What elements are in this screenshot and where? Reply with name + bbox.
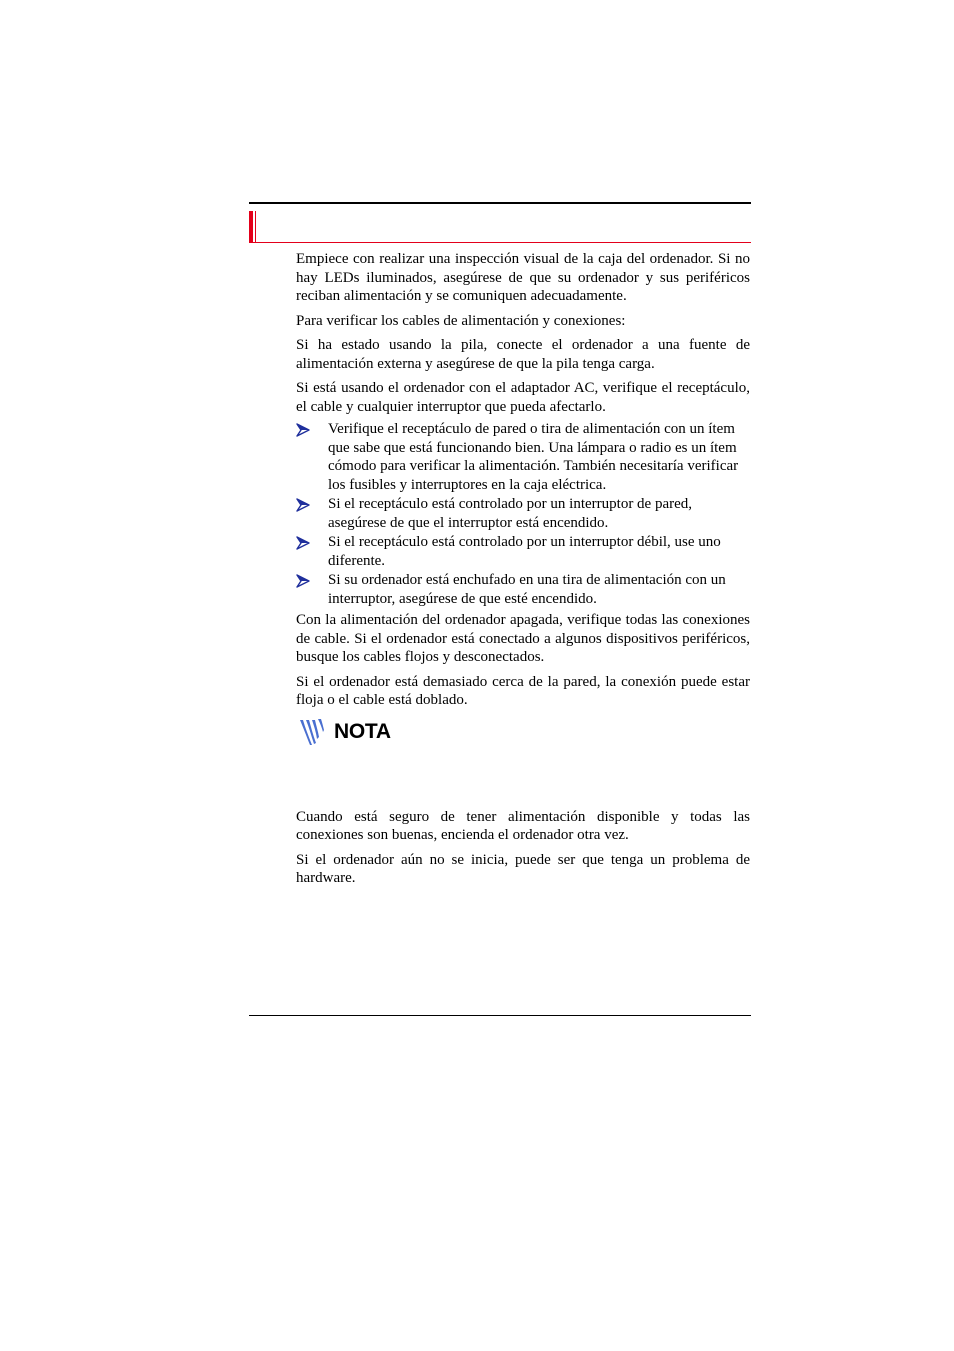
page-content — [296, 250, 750, 894]
note-callout — [296, 716, 750, 808]
list-item-text: Verifique el receptáculo de pared o tira de alimentación con un ítem que sabe que está funcionando bien. Una lámpara o radio es un ítem cómodo para verificar la alimentación. También necesitaría verificar los fusibles y interruptores en la caja eléctrica. — [328, 421, 739, 493]
list-item-text: Si el receptáculo está controlado por un interruptor de pared, asegúrese de que el interruptor está encendido. — [328, 496, 693, 531]
paragraph-ac-adapter: Si está usando el ordenador con el adaptador AC, verifique el receptáculo, el cable y cualquier interruptor que pueda afectarlo. — [296, 380, 750, 415]
paragraph-verify-intro: Para verificar los cables de alimentación y conexiones: — [296, 312, 626, 329]
paragraph-battery: Si ha estado usando la pila, conecte el ordenador a una fuente de alimentación externa y asegúrese de que la pila tenga carga. — [296, 337, 750, 372]
list-item — [296, 571, 750, 608]
bottom-rule — [249, 1015, 751, 1016]
arrow-bullet-icon — [296, 574, 310, 588]
section-heading-underline — [249, 242, 751, 243]
list-item-text: Si el receptáculo está controlado por un interruptor débil, use uno diferente. — [328, 534, 721, 569]
list-item — [296, 420, 750, 494]
note-label: NOTA — [334, 719, 391, 743]
arrow-bullet-icon — [296, 423, 310, 437]
arrow-bullet-icon — [296, 536, 310, 550]
paragraph-power-on-again: Cuando está seguro de tener alimentación disponible y todas las conexiones son buenas, encienda el ordenador otra vez. — [296, 808, 750, 843]
note-icon — [298, 717, 326, 747]
section-heading-marker — [249, 211, 253, 243]
section-heading-marker-thin — [255, 211, 256, 243]
list-item — [296, 495, 750, 532]
list-item-text: Si su ordenador está enchufado en una tira de alimentación con un interruptor, asegúrese de que esté encendido. — [328, 572, 726, 607]
paragraph-hardware-problem: Si el ordenador aún no se inicia, puede ser que tenga un problema de hardware. — [296, 851, 750, 886]
paragraph-cable-check: Con la alimentación del ordenador apagada, verifique todas las conexiones de cable. Si el ordenador está conectado a algunos dispositivos periféricos, busque los cables flojos y desconectados. — [296, 612, 750, 665]
list-item — [296, 533, 750, 570]
arrow-bullet-icon — [296, 498, 310, 512]
paragraph-visual-inspection: Empiece con realizar una inspección visual de la caja del ordenador. Si no hay LEDs iluminados, asegúrese de que su ordenador y sus periféricos reciban alimentación y se comuniquen adecuadamente. — [296, 251, 750, 304]
bullet-list — [296, 420, 750, 608]
paragraph-wall-distance: Si el ordenador está demasiado cerca de la pared, la conexión puede estar floja o el cable está doblado. — [296, 673, 750, 708]
top-rule — [249, 202, 751, 204]
